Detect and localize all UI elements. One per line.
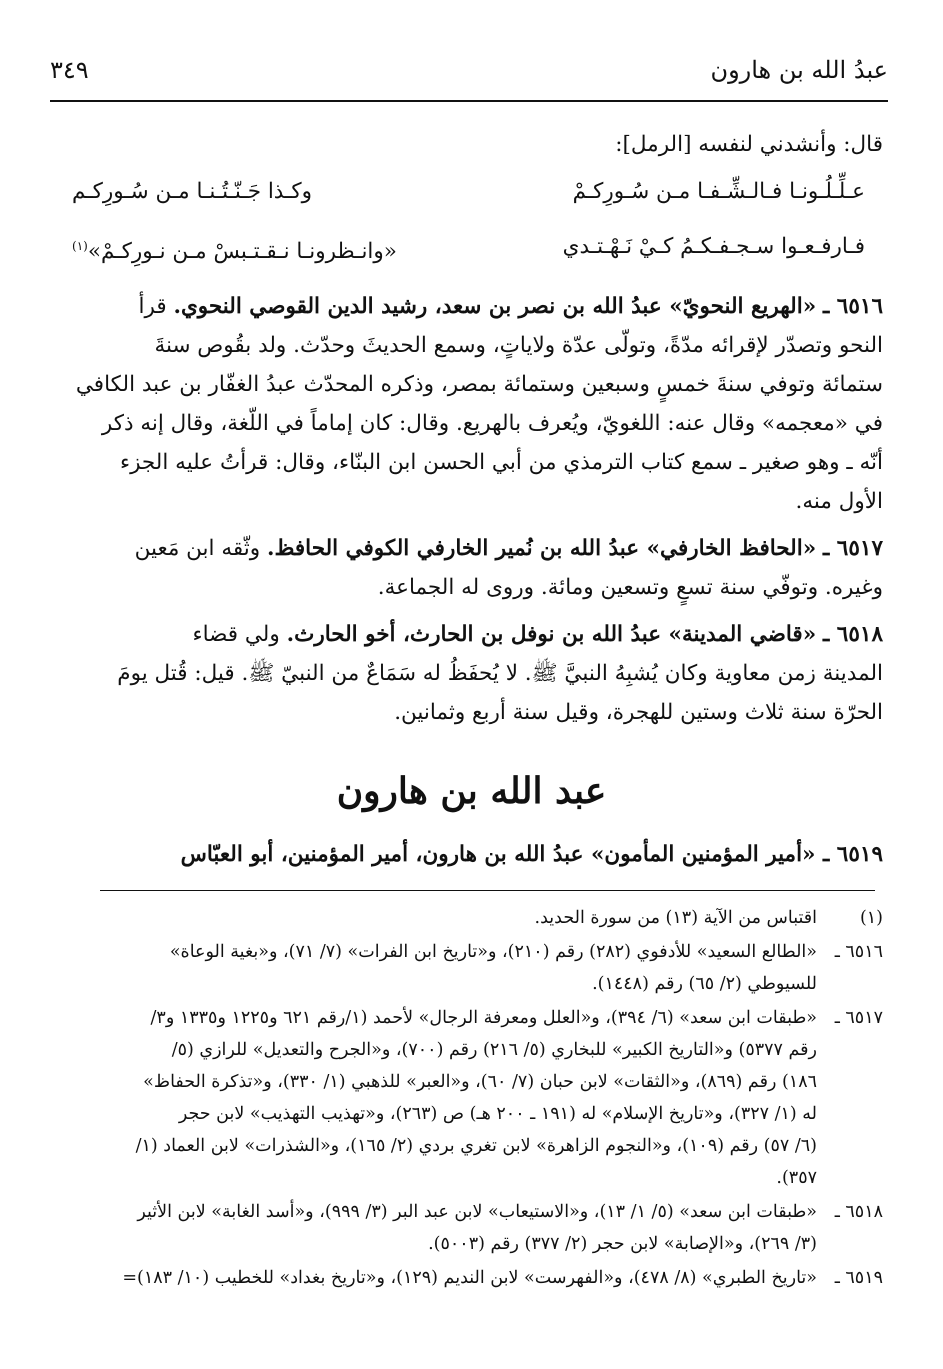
footnote: [40, 1196, 883, 1260]
entry-line: وثّقه ابن مَعين: [134, 536, 261, 562]
footnote-line: ٣٥٧).: [776, 1168, 817, 1188]
entry-number: ٦٥١٧ ـ: [823, 536, 883, 562]
entry-line: الحرّة سنة ثلاث وستين للهجرة، وقيل سنة أربع وثمانين.: [394, 700, 883, 726]
entry-number: ٦٥١٩ ـ: [823, 842, 883, 867]
footnote: [40, 936, 883, 1000]
entry-heading: «الحافظ الخارفي» عبدُ الله بن نُمير الخارفي الكوفي الحافظ.: [266, 536, 817, 562]
entry-number: ٦٥١٨ ـ: [823, 622, 883, 648]
hemistich-right: فـارفـعـوا سـجـفـكـمُ كـيْ نَـهْـتـدي: [562, 234, 865, 259]
entry-line: وغيره. وتوفّي سنة تسعٍ وتسعين ومائة. وروى له الجماعة.: [377, 575, 883, 601]
entry-heading: «قاضي المدينة» عبدُ الله بن نوفل بن الحارث، أخو الحارث.: [286, 622, 817, 648]
footnote-rule: [100, 890, 875, 891]
running-header: [50, 56, 888, 96]
footnote-line: للسيوطي (٢/ ٦٥) رقم (١٤٤٨).: [592, 974, 817, 994]
footnotes: [40, 902, 883, 1296]
entry-line: ستمائة وتوفي سنةَ خمسٍ وسبعين وستمائة بمصر، وذكره المحدّث عبدُ الغفّار بن عبد الكافي: [75, 372, 883, 398]
hemistich-right: عـلِّـلُـونـا فـالـشِّـفـا مـن سُـورِكـمْ: [572, 179, 865, 204]
footnote-line: «تاريخ الطبري» (٨/ ٤٧٨)، و«الفهرست» لابن النديم (١٢٩)، و«تاريخ بغداد» للخطيب (١٠/ ١٨٣)=: [122, 1268, 817, 1288]
entry-line: النحو وتصدّر لإقرائه مدّةً، وتولّى عدّة ولاياتٍ، وسمع الحديثَ وحدّث. ولد بقُوص سنةَ: [154, 333, 883, 359]
entry-line: ولي قضاء: [192, 622, 280, 648]
entry-heading: «أمير المؤمنين المأمون» عبدُ الله بن هارون، أمير المؤمنين، أبو العبّاس: [180, 842, 816, 867]
footnote-line: «الطالع السعيد» للأدفوي (٢٨٢) رقم (٢١٠)، و«تاريخ ابن الفرات» (٧/ ٧١)، و«بغية الوعاة»: [169, 942, 817, 962]
footnote-line: (٣/ ٢٦٩)، و«الإصابة» لابن حجر (٢/ ٣٧٧) رقم (٥٠٠٣).: [428, 1234, 817, 1254]
footnote-line: «طبقات ابن سعد» (٦/ ٣٩٤)، و«العلل ومعرفة الرجال» لأحمد (١/رقم ٦٢١ و١٢٢٥ و١٣٣٥ و٣/: [150, 1008, 817, 1028]
page-number: ٣٤٩: [50, 56, 89, 84]
entry-line: قرأ: [138, 294, 167, 320]
main-text: [48, 125, 883, 732]
hemistich-left: «وانـظرونـا نـقـتـبسْ مـن نـورِكـمْ»$^{(١)}$: [72, 239, 397, 265]
hemistich-left: وكـذا جَـنّـتُـنـا مـن سُـورِكـم: [72, 179, 313, 204]
footnote-line: له (١/ ٣٢٧)، و«تاريخ الإسلام» له (١٩١ ـ ٢٠٠ هـ) ص (٢٦٣)، و«تهذيب التهذيب» لابن حجر: [178, 1104, 817, 1124]
footnote-number: (١): [859, 908, 883, 928]
hemistich-left-text: وانـظرونـا نـقـتـبسْ مـن نـورِكـمْ: [100, 239, 384, 265]
entry-6516: [48, 287, 883, 521]
footnote-number: ٦٥١٧ ـ: [834, 1008, 883, 1028]
footnote-line: رقم ٥٣٧٧) و«التاريخ الكبير» للبخاري (٥/ ٢١٦) رقم (٧٠٠)، و«الجرح والتعديل» للرازي (٥/: [171, 1040, 817, 1060]
entry-line: المدينة زمن معاوية وكان يُشبِهُ النبيَّ ﷺ. لا يُحفَظُ له سَمَاعٌ من النبيّ ﷺ. قيل: قُتل يومَ: [117, 661, 883, 687]
footnote-line: (٦/ ٥٧) رقم (١٠٩)، و«النجوم الزاهرة» لابن تغري بردي (٢/ ١٦٥)، و«الشذرات» لابن العماد (١/: [135, 1136, 817, 1156]
header-rule: [50, 100, 888, 102]
entry-line: في «معجمه» وقال عنه: اللغويّ، ويُعرف بالهريع. وقال: كان إماماً في اللّغة، وقال إنه ذكر: [101, 411, 883, 437]
footnote-line: «طبقات ابن سعد» (٥/ ١/ ١٣)، و«الاستيعاب» لابن عبد البر (٣/ ٩٩٩)، و«أسد الغابة» لابن الأثير: [137, 1202, 817, 1222]
entry-6517: [48, 529, 883, 607]
footnote-line: اقتباس من الآية (١٣) من سورة الحديد.: [534, 908, 817, 928]
intro-line: قال: وأنشدني لنفسه [الرمل]:: [615, 132, 883, 157]
poem-verse-2: [48, 219, 883, 279]
footnote-number: ٦٥١٦ ـ: [834, 942, 883, 962]
footnote-number: ٦٥١٩ ـ: [834, 1268, 883, 1288]
entry-line: أنّه ـ وهو صغير ـ سمع كتاب الترمذي من أبي الحسن ابن البنّاء، وقال: قرأتُ عليه الجزء: [119, 450, 883, 476]
footnote-line: ١٨٦) رقم (٨٦٩)، و«الثقات» لابن حبان (٧/ ٦٠)، و«العبر» للذهبي (١/ ٣٣٠)، و«تذكرة الحفاظ»: [143, 1072, 817, 1092]
footnote: [40, 1002, 883, 1194]
header-title: عبدُ الله بن هارون: [710, 56, 888, 84]
entry-number: ٦٥١٦ ـ: [823, 294, 883, 320]
footnote-ref: (١): [72, 239, 88, 253]
footnote: [40, 1262, 883, 1294]
section-heading: عبد الله بن هارون: [336, 770, 607, 812]
entry-6519: [48, 842, 883, 867]
entry-heading: «الهريع النحويّ» عبدُ الله بن نصر بن سعد، رشيد الدين القوصي النحوي.: [173, 294, 817, 320]
entry-6518: [48, 615, 883, 732]
footnote-number: ٦٥١٨ ـ: [834, 1202, 883, 1222]
poem-verse-1: [48, 164, 883, 219]
entry-line: الأول منه.: [795, 489, 883, 515]
footnote: [40, 902, 883, 934]
